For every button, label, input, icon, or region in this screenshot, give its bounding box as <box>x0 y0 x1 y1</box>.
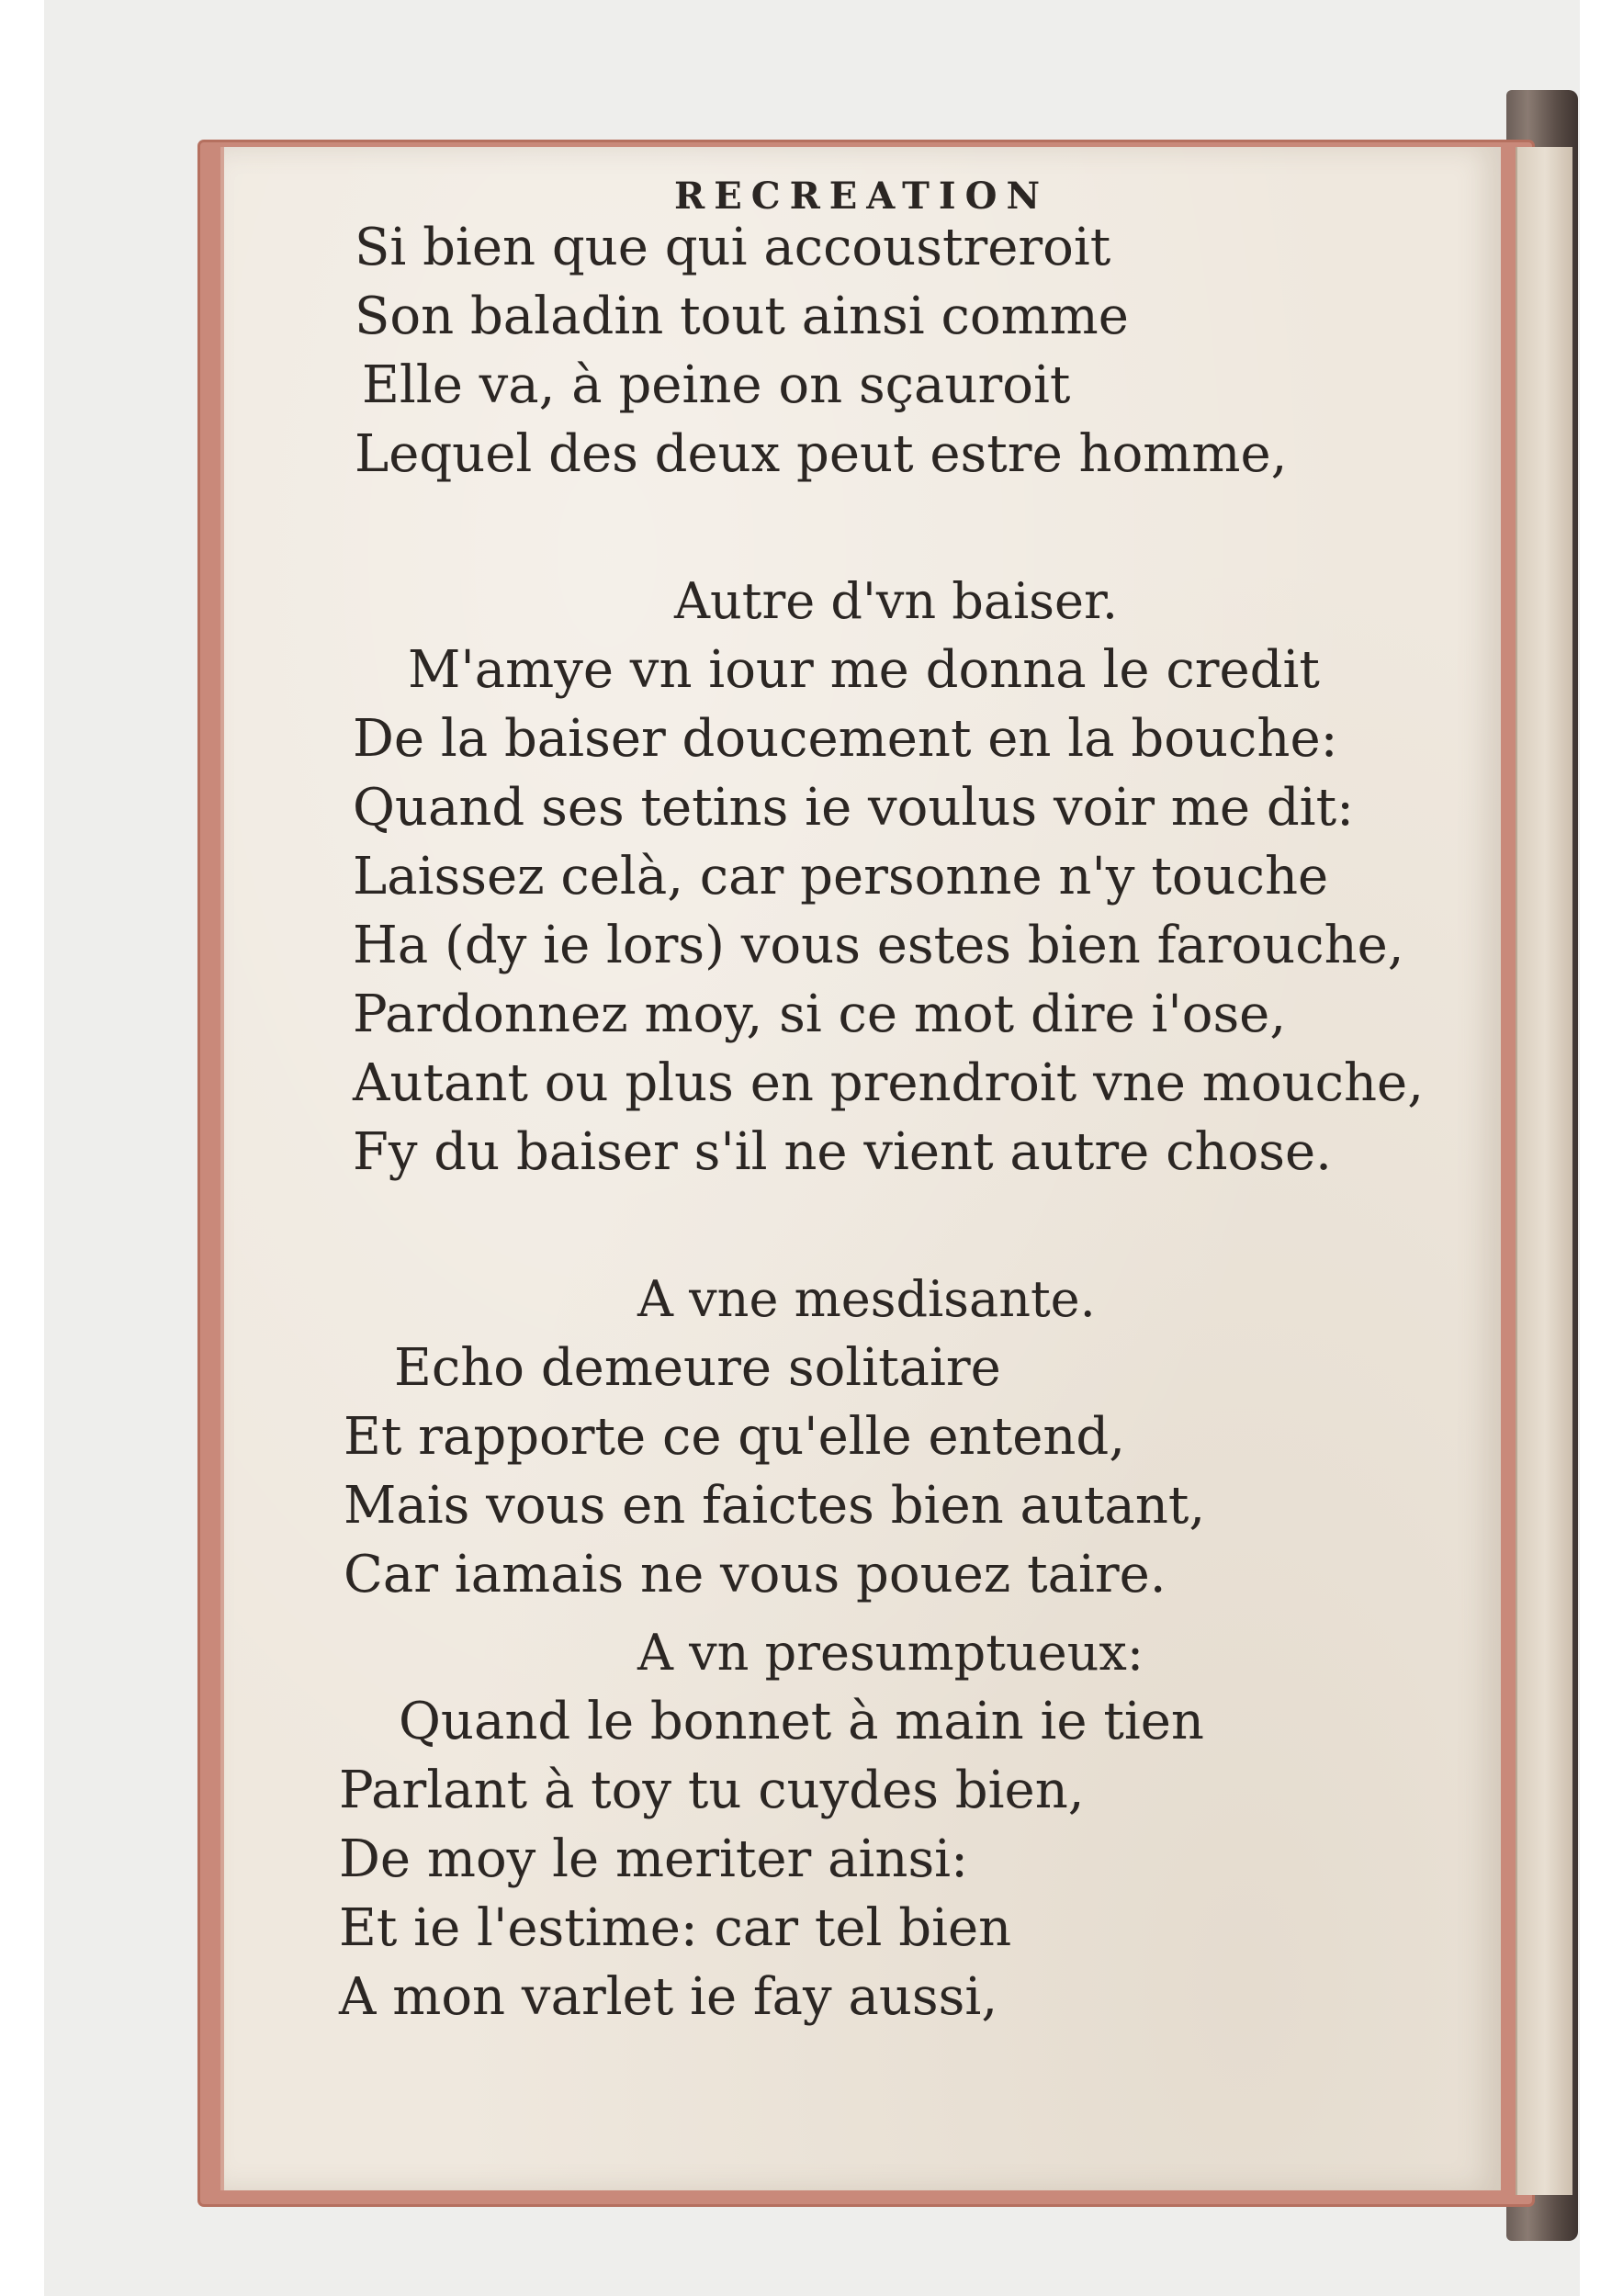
verse-line: Echo demeure solitaire <box>394 1338 1001 1398</box>
verse-line: Ha (dy ie lors) vous estes bien farouche, <box>353 916 1404 975</box>
verse-line: Lequel des deux peut estre homme, <box>355 424 1288 484</box>
verse-line: Fy du baiser s'il ne vient autre chose. <box>353 1122 1332 1182</box>
facing-page-edge <box>1516 147 1572 2195</box>
page-text <box>224 147 1501 2190</box>
book-page <box>220 147 1501 2190</box>
verse-line: A mon varlet ie fay aussi, <box>339 1967 998 2027</box>
verse-line: Mais vous en faictes bien autant, <box>344 1476 1206 1536</box>
verse-line: De moy le meriter ainsi: <box>339 1829 968 1889</box>
poem-heading: Autre d'vn baiser. <box>674 572 1119 630</box>
running-head: RECREATION <box>674 174 1050 218</box>
verse-line: Si bien que qui accoustreroit <box>355 218 1111 277</box>
verse-line: Quand ses tetins ie voulus voir me dit: <box>353 778 1354 838</box>
poem-heading: A vne mesdisante. <box>637 1270 1096 1328</box>
poem-heading: A vn presumptueux: <box>637 1624 1144 1682</box>
verse-line: Parlant à toy tu cuydes bien, <box>339 1761 1085 1820</box>
verse-line: Elle va, à peine on sçauroit <box>362 355 1071 415</box>
verse-line: Pardonnez moy, si ce mot dire i'ose, <box>353 985 1287 1044</box>
verse-line: Et rapporte ce qu'elle entend, <box>344 1407 1126 1467</box>
verse-line: Car iamais ne vous pouez taire. <box>344 1545 1167 1604</box>
verse-line: M'amye vn iour me donna le credit <box>408 640 1320 700</box>
verse-line: Autant ou plus en prendroit vne mouche, <box>353 1053 1424 1113</box>
verse-line: Quand le bonnet à main ie tien <box>399 1692 1204 1751</box>
verse-line: Et ie l'estime: car tel bien <box>339 1898 1012 1958</box>
verse-line: De la baiser doucement en la bouche: <box>353 709 1338 769</box>
verse-line: Son baladin tout ainsi comme <box>355 287 1129 346</box>
verse-line: Laissez celà, car personne n'y touche <box>353 847 1329 906</box>
